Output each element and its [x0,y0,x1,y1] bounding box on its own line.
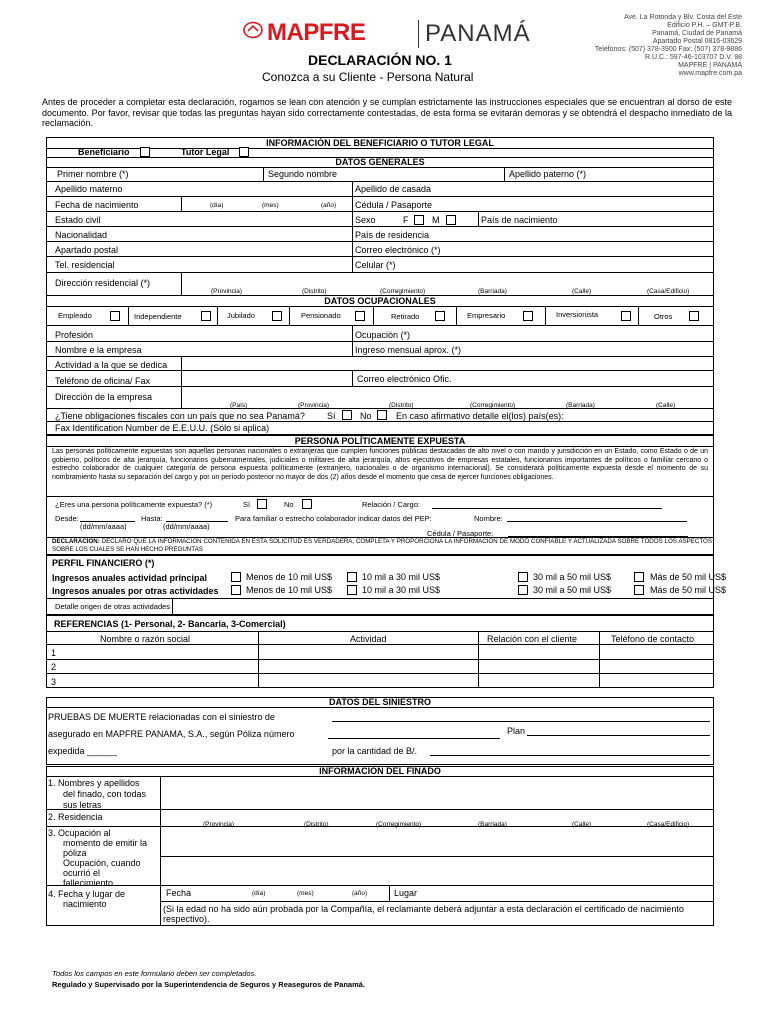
opt-independiente: Independiente [134,312,182,321]
emp-addr-barriada: (Barriada) [566,402,595,409]
claim-line1: PRUEBAS DE MUERTE relacionadas con el siniestro de [48,712,275,722]
emp-addr-provincia: (Provincia) [298,402,330,409]
emp-addr-pais: (País) [230,402,248,409]
row1-range1: Menos de 10 mil US$ [246,572,333,582]
deceased-item2: 2. Residencia [48,812,103,822]
row2-range3-checkbox[interactable] [518,585,528,595]
row1-range4: Más de 50 mil US$ [650,572,727,582]
occupational-title: DATOS OCUPACIONALES [324,296,436,306]
otros-checkbox[interactable] [689,311,699,321]
opt-pensionado: Pensionado [301,311,341,320]
empresa-label: Nombre e la empresa [55,345,142,355]
pep-familiar-label: Para familiar o estrecho colaborador indicar datos del PEP: [235,514,432,523]
dec-addr-provincia: (Provincia) [203,821,235,828]
pais-nacimiento-label: País de nacimiento [481,215,558,225]
independiente-checkbox[interactable] [201,311,211,321]
fiscal-no-checkbox[interactable] [377,410,387,420]
financial-title: PERFIL FINANCIERO (*) [52,558,155,568]
row2-range3: 30 mil a 50 mil US$ [533,585,612,595]
ref-col-name: Nombre o razón social [100,634,191,644]
financial-row2-label: Ingresos anuales por otras actividades [52,586,219,596]
profesion-label: Profesión [55,330,94,340]
pep-no-label: No [284,500,294,509]
claim-cantidad: por la cantidad de B/. [332,746,418,756]
empleado-checkbox[interactable] [110,311,120,321]
opt-otros: Otros [654,312,673,321]
jubilado-checkbox[interactable] [272,311,282,321]
emp-addr-distrito: (Distrito) [389,402,414,409]
row1-range1-checkbox[interactable] [231,572,241,582]
addr-provincia: (Provincia) [211,288,243,295]
actividad-label: Actividad a la que se dedica [55,360,168,370]
dec-addr-calle: (Calle) [572,821,592,828]
fiscal-si-label: Sí [327,411,336,421]
sexo-f-label: F [403,215,409,225]
telefono-oficina-label: Teléfono de oficina/ Fax [55,376,151,386]
nacionalidad-label: Nacionalidad [55,230,108,240]
addr-distrito: (Distrito) [302,288,327,295]
pep-title: PERSONA POLÍTICAMENTE EXPUESTA [294,436,466,446]
apellido-casada-label: Apellido de casada [355,184,432,194]
dec-mes: (mes) [297,890,314,897]
pep-desde-label: Desde: [55,514,79,523]
pais-residencia-label: País de residencia [355,230,430,240]
pep-hasta-label: Hasta: [141,514,163,523]
ref-col-phone: Teléfono de contacto [611,634,695,644]
dec-addr-distrito: (Distrito) [304,821,329,828]
addr-casa: (Casa/Edificio) [647,288,690,295]
deceased-item3: 3. Ocupación al momento de emitir la póliza Ocupación, cuando ocurrió el fallecimiento [48,828,148,888]
estado-civil-label: Estado civil [55,215,101,225]
claim-title: DATOS DEL SINIESTRO [328,697,431,707]
fiscal-question: ¿Tiene obligaciones fiscales con un país que no sea Panamá? [55,411,305,421]
apellido-materno-label: Apellido materno [55,184,123,194]
footer-note: Todos los campos en este formulario deben ser completados. [52,969,257,978]
direccion-empresa-label: Dirección de la empresa [55,392,153,402]
opt-jubilado: Jubilado [227,311,255,320]
tutor-label: Tutor Legal [181,147,230,157]
company-address: Ave. La Rotonda y Blv. Costa del Este Edificio P.H. – GMT-P.B. Panamá, Ciudad de Panamá Apartado Postal 0816-03629 Teléfonos: (507) 378-3900 Fax: (507) 378-9886 R.U.C.: 597-46-103707 D.V. 98 MAPFRE | PANAMÁ www.mapfre.com.pa [594,14,742,77]
ref-row-1: 1 [51,648,57,658]
retirado-checkbox[interactable] [435,311,445,321]
row1-range2-checkbox[interactable] [347,572,357,582]
claim-line2: asegurado en MAPFRE PANAMA, S.A., según Póliza número [48,729,295,739]
apellido-paterno-label: Apellido paterno (*) [509,169,587,179]
pep-question: ¿Eres una persona políticamente expuesta? (*) [55,500,213,509]
beneficiario-checkbox[interactable] [140,147,150,157]
row1-range4-checkbox[interactable] [634,572,644,582]
tutor-checkbox[interactable] [239,147,249,157]
deceased-title: INFORMACIÓN DEL FINADO [319,766,441,776]
beneficiario-label: Beneficiario [78,147,130,157]
claim-line3: expedida ______ [48,746,118,756]
references-title: REFERENCIAS (1- Personal, 2- Bancaria, 3-Comercial) [54,619,286,629]
pep-nombre-label: Nombre: [474,514,503,523]
correo-ofic-label: Correo electrónico Ofic. [357,374,452,384]
financial-row1-label: Ingresos anuales actividad principal [52,573,208,583]
ref-col-relation: Relación con el cliente [487,634,578,644]
dec-addr-casa: (Casa/Edificio) [647,821,690,828]
page-subtitle: Conozca a su Cliente - Persona Natural [262,70,474,84]
pep-relacion-label: Relación / Cargo: [362,500,420,509]
general-data-title: DATOS GENERALES [335,157,425,167]
fiscal-no-label: No [360,411,372,421]
row1-range3: 30 mil a 50 mil US$ [533,572,612,582]
fiscal-si-checkbox[interactable] [342,410,352,420]
fiscal-detail-label: En caso afirmativo detalle el(los) país(es): [396,411,564,421]
sexo-m-checkbox[interactable] [446,215,456,225]
segundo-nombre-label: Segundo nombre [268,169,338,179]
footer-regulated: Regulado y Supervisado por la Superintendencia de Seguros y Reaseguros de Panamá. [52,980,366,989]
fecha-nacimiento-label: Fecha de nacimiento [55,200,139,210]
empresario-checkbox[interactable] [523,311,533,321]
pep-si-checkbox[interactable] [257,499,267,509]
deceased-item4: 4. Fecha y lugar de nacimiento [48,889,126,909]
inversionista-checkbox[interactable] [621,311,631,321]
deceased-item1: 1. Nombres y apellidos del finado, con todas sus letras [48,778,147,810]
pep-declaration: DECLARACIÓN: DECLARO QUE LA INFORMACIÓN CONTENIDA EN ESTA SOLICITUD ES VERDADERA, COMPLETA Y PROPORCIONA LA INFORMACIÓN DE MODO CONFIABLE Y ACTUALIZADA SOBRE TODOS LOS ASPECTOS SOBRE LOS CUALES SE HAN HECHO PREGUNTAS [52,538,712,553]
sexo-label: Sexo [355,215,376,225]
opt-retirado: Retirado [391,312,420,321]
addr-calle: (Calle) [572,288,592,295]
pep-si-label: Sí [243,500,251,509]
pep-fmt1: (dd/mm/aaaa) [80,522,127,531]
page-title: DECLARACIÓN NO. 1 [308,52,452,68]
addr-corregimiento: (Corregimiento) [380,288,426,295]
row2-range2-checkbox[interactable] [347,585,357,595]
ingreso-label: Ingreso mensual aprox. (*) [355,345,462,355]
pensionado-checkbox[interactable] [355,311,365,321]
pep-cedula-label: Cédula / Pasaporte: [427,529,494,538]
row1-range2: 10 mil a 30 mil US$ [362,572,441,582]
opt-empresario: Empresario [467,311,506,320]
direccion-label: Dirección residencial (*) [55,278,151,288]
emp-addr-corregimiento: (Corregimiento) [470,402,516,409]
row2-range4-checkbox[interactable] [634,585,644,595]
pep-description: Las personas políticamente expuestas son aquellas personas nacionales o extranjeras que cumplen funciones públicas destacadas de alto nivel o con mando y jurisdicción en un Estado, como Estado o de un gobierno, políticos de alta jerarquía, funcionarios gubernamentales, judiciales o militares de alta jerarquía, altos ejecutivos de empresas estatales, funcionarios importantes de políticos o familiar cercano o estrecho colaborador de cualquier categoría de persona expuesta políticamente (extranjero, nacionales o de organismo internacional). Se considerará políticamente expuesta desde el momento de su nombramiento hasta su separación del cargo y por un período posterior no mayor de dos (2) años desde el momento que cesa de ejercer funciones obligaciones. [52,448,708,481]
sexo-m-label: M [432,215,440,225]
ref-col-activity: Actividad [350,634,387,644]
apartado-label: Apartado postal [55,245,119,255]
brand-country: PANAMÁ [425,20,531,47]
brand-name: MAPFRE [267,19,366,46]
celular-label: Celular (*) [355,260,396,270]
dec-addr-barriada: (Barriada) [478,821,507,828]
row2-range2: 10 mil a 30 mil US$ [362,585,441,595]
intro-text: Antes de proceder a completar esta declaración, rogamos se lean con atención y se cumplan estrictamente las instrucciones especiales que se encuentran al dorso de este documento. Por favor, revisar que todas las preguntas hayan sido correctamente contestadas, de esta forma se evitarán demoras y se obtendrá el despacho inmediato de la reclamación. [42,97,732,128]
beneficiary-title: INFORMACIÓN DEL BENEFICIARIO O TUTOR LEGAL [266,138,494,148]
mapfre-logo-icon [243,21,263,39]
emp-addr-calle: (Calle) [656,402,676,409]
row2-range4: Más de 50 mil US$ [650,585,727,595]
deceased-fecha: Fecha [166,888,192,898]
deceased-note: (Si la edad no ha sido aún probada por la Compañía, el reclamante deberá adjuntar a esta declaración el certificado de nacimiento respectivo). [163,904,684,924]
row2-range1-checkbox[interactable] [231,585,241,595]
dec-addr-corregimiento: (Corregimiento) [376,821,422,828]
cedula-label: Cédula / Pasaporte [355,200,433,210]
tel-residencial-label: Tel. residencial [55,260,115,270]
fax-id-label: Fax Identification Number de E.E.U.U. (Sólo si aplica) [55,423,270,433]
sexo-f-checkbox[interactable] [414,215,424,225]
deceased-lugar: Lugar [394,888,418,898]
mes-hint: (mes) [262,202,279,209]
row2-range1: Menos de 10 mil US$ [246,585,333,595]
row1-range3-checkbox[interactable] [518,572,528,582]
anio-hint: (año) [321,202,337,209]
pep-fmt2: (dd/mm/aaaa) [163,522,210,531]
origen-label: Detalle origen de otras actividades [55,602,171,611]
dia-hint: (día) [210,202,224,209]
claim-plan: Plan [507,726,526,736]
opt-inversionista: Inversionista [556,310,599,319]
pep-no-checkbox[interactable] [302,499,312,509]
correo-label: Correo electrónico (*) [355,245,441,255]
ref-row-2: 2 [51,662,57,672]
primer-nombre-label: Primer nombre (*) [57,169,129,179]
opt-empleado: Empleado [58,311,92,320]
addr-barriada: (Barriada) [478,288,507,295]
brand-divider [418,20,419,48]
ref-row-3: 3 [51,677,57,687]
dec-dia: (día) [252,890,266,897]
dec-anio: (año) [352,890,368,897]
ocupacion-label: Ocupación (*) [355,330,411,340]
